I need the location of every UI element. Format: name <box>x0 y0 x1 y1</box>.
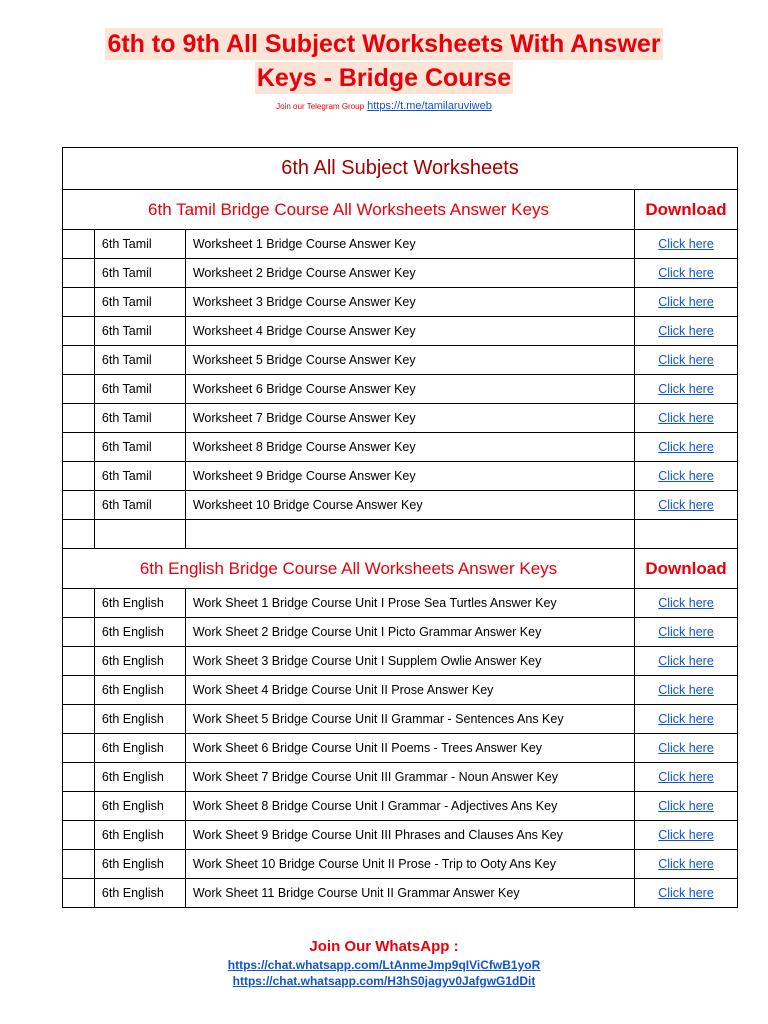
whatsapp-footer <box>0 937 768 989</box>
row-index-cell <box>63 734 95 763</box>
whatsapp-link-2[interactable]: https://chat.whatsapp.com/H3hS0jagyv0JafgwG1dDit <box>232 974 536 988</box>
document-title <box>0 28 768 94</box>
english-download-header: Download <box>635 549 738 589</box>
worksheet-title-cell: Worksheet 5 Bridge Course Answer Key <box>185 346 634 375</box>
worksheets-table <box>62 147 738 908</box>
row-index-cell <box>63 462 95 491</box>
worksheet-title-cell: Worksheet 8 Bridge Course Answer Key <box>185 433 634 462</box>
english-click-here-link[interactable]: Click here <box>658 683 714 697</box>
table-row <box>63 879 738 908</box>
table-row <box>63 404 738 433</box>
worksheet-title-cell: Work Sheet 11 Bridge Course Unit II Grammar Answer Key <box>185 879 634 908</box>
worksheet-title-cell: Worksheet 9 Bridge Course Answer Key <box>185 462 634 491</box>
telegram-link[interactable]: https://t.me/tamilaruviweb <box>367 100 492 112</box>
subject-cell: 6th English <box>94 589 185 618</box>
tamil-click-here-link[interactable]: Click here <box>658 382 714 396</box>
tamil-click-here-link[interactable]: Click here <box>658 237 714 251</box>
subject-cell: 6th Tamil <box>94 491 185 520</box>
download-cell <box>635 879 738 908</box>
table-row <box>63 792 738 821</box>
download-cell <box>635 821 738 850</box>
table-row <box>63 259 738 288</box>
table-row <box>63 647 738 676</box>
tamil-section-header <box>63 190 738 230</box>
tamil-click-here-link[interactable]: Click here <box>658 295 714 309</box>
download-cell <box>635 433 738 462</box>
table-row <box>63 618 738 647</box>
subject-cell: 6th Tamil <box>94 288 185 317</box>
subject-cell: 6th English <box>94 879 185 908</box>
table-row <box>63 676 738 705</box>
row-index-cell <box>63 647 95 676</box>
worksheet-title-cell: Work Sheet 1 Bridge Course Unit I Prose Sea Turtles Answer Key <box>185 589 634 618</box>
row-index-cell <box>63 288 95 317</box>
download-cell <box>635 792 738 821</box>
row-index-cell <box>63 404 95 433</box>
english-click-here-link[interactable]: Click here <box>658 625 714 639</box>
download-cell <box>635 705 738 734</box>
subject-cell: 6th Tamil <box>94 346 185 375</box>
table-row <box>63 821 738 850</box>
worksheet-title-cell: Worksheet 3 Bridge Course Answer Key <box>185 288 634 317</box>
worksheet-title-cell: Worksheet 6 Bridge Course Answer Key <box>185 375 634 404</box>
row-index-cell <box>63 705 95 734</box>
worksheet-title-cell: Work Sheet 3 Bridge Course Unit I Supplem Owlie Answer Key <box>185 647 634 676</box>
worksheet-title-cell: Worksheet 2 Bridge Course Answer Key <box>185 259 634 288</box>
tamil-click-here-link[interactable]: Click here <box>658 411 714 425</box>
tamil-click-here-link[interactable]: Click here <box>658 469 714 483</box>
title-line-2: Keys - Bridge Course <box>256 64 512 92</box>
table-row <box>63 734 738 763</box>
telegram-label: Join our Telegram Group <box>276 102 365 111</box>
row-index-cell <box>63 433 95 462</box>
subject-cell: 6th English <box>94 734 185 763</box>
row-index-cell <box>63 230 95 259</box>
download-cell <box>635 259 738 288</box>
table-row <box>63 589 738 618</box>
worksheet-title-cell: Worksheet 4 Bridge Course Answer Key <box>185 317 634 346</box>
subject-cell: 6th Tamil <box>94 404 185 433</box>
row-index-cell <box>63 879 95 908</box>
english-click-here-link[interactable]: Click here <box>658 799 714 813</box>
subject-cell: 6th English <box>94 792 185 821</box>
subject-cell: 6th English <box>94 850 185 879</box>
telegram-promo <box>0 100 768 112</box>
download-cell <box>635 589 738 618</box>
table-title-row <box>63 148 738 190</box>
subject-cell: 6th English <box>94 705 185 734</box>
subject-cell: 6th English <box>94 676 185 705</box>
worksheet-title-cell: Work Sheet 6 Bridge Course Unit II Poems - Trees Answer Key <box>185 734 634 763</box>
download-cell <box>635 346 738 375</box>
row-index-cell <box>63 618 95 647</box>
row-index-cell <box>63 763 95 792</box>
tamil-click-here-link[interactable]: Click here <box>658 498 714 512</box>
download-cell <box>635 375 738 404</box>
english-click-here-link[interactable]: Click here <box>658 886 714 900</box>
english-section-title: 6th English Bridge Course All Worksheets Answer Keys <box>63 549 635 589</box>
subject-cell: 6th English <box>94 647 185 676</box>
table-row <box>63 850 738 879</box>
table-row <box>63 763 738 792</box>
subject-cell: 6th English <box>94 763 185 792</box>
worksheet-title-cell: Work Sheet 4 Bridge Course Unit II Prose Answer Key <box>185 676 634 705</box>
row-index-cell <box>63 317 95 346</box>
download-cell <box>635 462 738 491</box>
table-row <box>63 288 738 317</box>
subject-cell: 6th Tamil <box>94 433 185 462</box>
english-click-here-link[interactable]: Click here <box>658 596 714 610</box>
table-row <box>63 230 738 259</box>
table-row <box>63 317 738 346</box>
tamil-download-header: Download <box>635 190 738 230</box>
download-cell <box>635 230 738 259</box>
row-index-cell <box>63 375 95 404</box>
worksheet-title-cell: Worksheet 10 Bridge Course Answer Key <box>185 491 634 520</box>
download-cell <box>635 676 738 705</box>
whatsapp-label: Join Our WhatsApp : <box>309 938 459 955</box>
english-click-here-link[interactable]: Click here <box>658 712 714 726</box>
worksheet-title-cell: Work Sheet 10 Bridge Course Unit II Prose - Trip to Ooty Ans Key <box>185 850 634 879</box>
tamil-click-here-link[interactable]: Click here <box>658 266 714 280</box>
row-index-cell <box>63 589 95 618</box>
english-click-here-link[interactable]: Click here <box>658 828 714 842</box>
row-index-cell <box>63 346 95 375</box>
table-row <box>63 433 738 462</box>
worksheet-title-cell: Work Sheet 9 Bridge Course Unit III Phrases and Clauses Ans Key <box>185 821 634 850</box>
table-main-title: 6th All Subject Worksheets <box>63 148 738 190</box>
subject-cell: 6th Tamil <box>94 317 185 346</box>
subject-cell: 6th Tamil <box>94 462 185 491</box>
english-click-here-link[interactable]: Click here <box>658 770 714 784</box>
worksheet-title-cell: Work Sheet 7 Bridge Course Unit III Grammar - Noun Answer Key <box>185 763 634 792</box>
table-row <box>63 491 738 520</box>
table-row <box>63 346 738 375</box>
download-cell <box>635 404 738 433</box>
download-cell <box>635 618 738 647</box>
subject-cell: 6th English <box>94 618 185 647</box>
worksheet-title-cell: Worksheet 7 Bridge Course Answer Key <box>185 404 634 433</box>
whatsapp-link-1[interactable]: https://chat.whatsapp.com/LtAnmeJmp9qIViCfwB1yoR <box>227 958 541 972</box>
tamil-click-here-link[interactable]: Click here <box>658 324 714 338</box>
subject-cell: 6th Tamil <box>94 259 185 288</box>
subject-cell: 6th Tamil <box>94 375 185 404</box>
download-cell <box>635 317 738 346</box>
download-cell <box>635 763 738 792</box>
row-index-cell <box>63 676 95 705</box>
tamil-click-here-link[interactable]: Click here <box>658 440 714 454</box>
download-cell <box>635 850 738 879</box>
blank-spacer-row <box>63 520 738 549</box>
row-index-cell <box>63 821 95 850</box>
english-section-header <box>63 549 738 589</box>
row-index-cell <box>63 850 95 879</box>
download-cell <box>635 647 738 676</box>
download-cell <box>635 288 738 317</box>
table-row <box>63 462 738 491</box>
english-click-here-link[interactable]: Click here <box>658 857 714 871</box>
worksheet-title-cell: Worksheet 1 Bridge Course Answer Key <box>185 230 634 259</box>
worksheet-title-cell: Work Sheet 8 Bridge Course Unit I Grammar - Adjectives Ans Key <box>185 792 634 821</box>
row-index-cell <box>63 491 95 520</box>
subject-cell: 6th Tamil <box>94 230 185 259</box>
tamil-click-here-link[interactable]: Click here <box>658 353 714 367</box>
worksheet-title-cell: Work Sheet 2 Bridge Course Unit I Picto Grammar Answer Key <box>185 618 634 647</box>
title-line-1: 6th to 9th All Subject Worksheets With Answer <box>107 30 661 58</box>
worksheet-title-cell: Work Sheet 5 Bridge Course Unit II Grammar - Sentences Ans Key <box>185 705 634 734</box>
download-cell <box>635 491 738 520</box>
table-row <box>63 375 738 404</box>
row-index-cell <box>63 792 95 821</box>
table-row <box>63 705 738 734</box>
english-click-here-link[interactable]: Click here <box>658 741 714 755</box>
english-click-here-link[interactable]: Click here <box>658 654 714 668</box>
row-index-cell <box>63 259 95 288</box>
subject-cell: 6th English <box>94 821 185 850</box>
download-cell <box>635 734 738 763</box>
tamil-section-title: 6th Tamil Bridge Course All Worksheets Answer Keys <box>63 190 635 230</box>
